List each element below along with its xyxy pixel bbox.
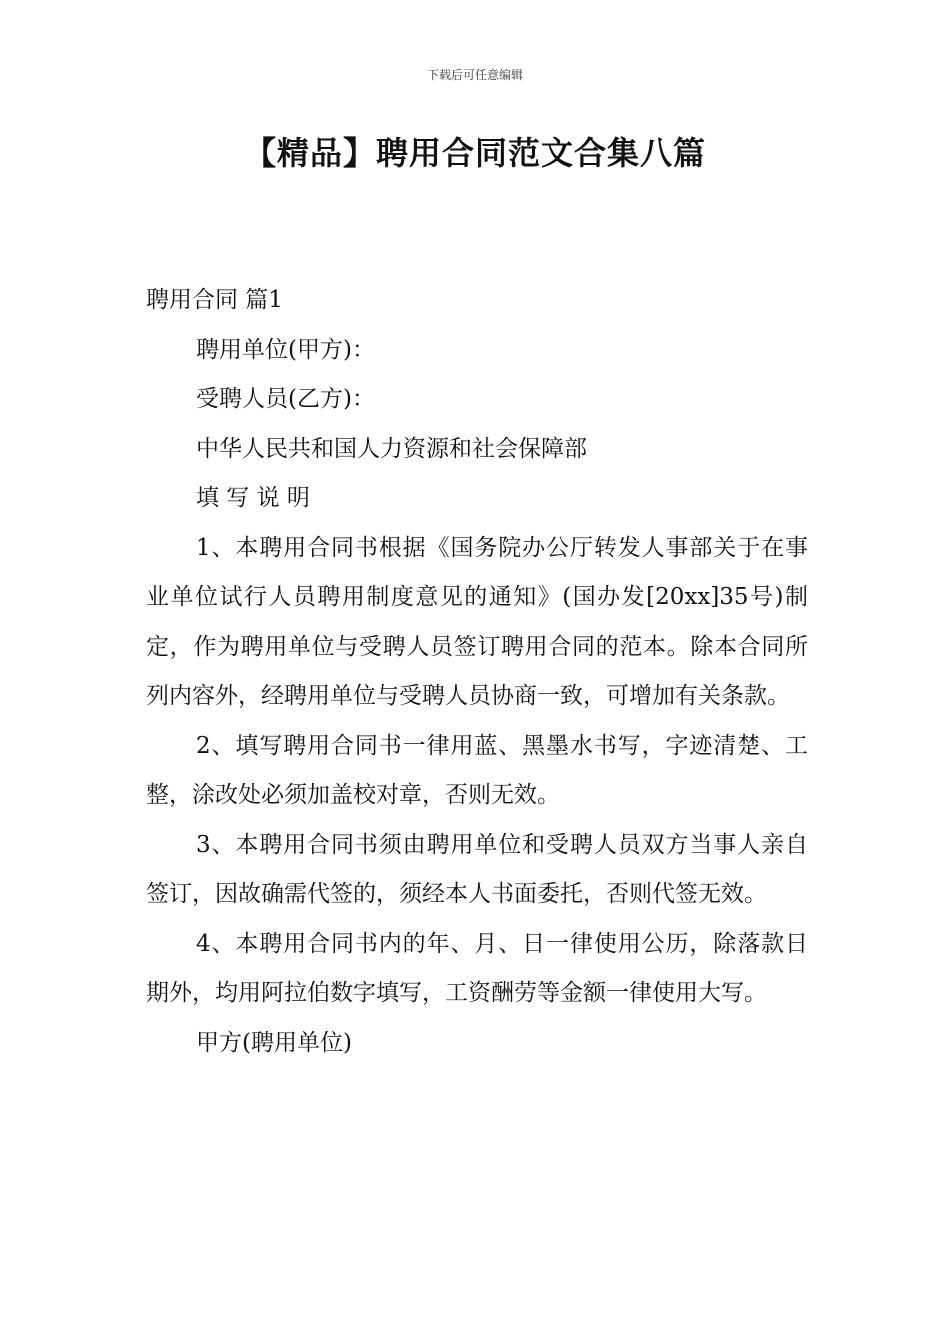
instruction-item-2: 2、填写聘用合同书一律用蓝、黑墨水书写，字迹清楚、工整，涂改处必须加盖校对章，否则无效。 (146, 732, 808, 808)
instructions-heading: 填 写 说 明 (196, 485, 310, 511)
issuer-line: 中华人民共和国人力资源和社会保障部 (196, 435, 587, 462)
header-note: 下载后可任意编辑 (426, 68, 523, 82)
document-body (146, 276, 808, 1068)
instruction-item-4: 4、本聘用合同书内的年、月、日一律使用公历，除落款日期外，均用阿拉伯数字填写，工资酬劳等金额一律使用大写。 (146, 930, 808, 1006)
document-title: 【精品】聘用合同范文合集八篇 (243, 134, 706, 172)
employee-field-label: 受聘人员(乙方)： (196, 386, 375, 412)
instruction-item-1: 1、本聘用合同书根据《国务院办公厅转发人事部关于在事业单位试行人员聘用制度意见的通知》(国办发[20xx]35号)制定，作为聘用单位与受聘人员签订聘用合同的范本。除本合同所列内容外，经聘用单位与受聘人员协商一致，可增加有关条款。 (146, 534, 808, 709)
section-heading: 聘用合同 篇1 (146, 287, 283, 313)
instruction-item-3: 3、本聘用合同书须由聘用单位和受聘人员双方当事人亲自签订，因故确需代签的，须经本人书面委托，否则代签无效。 (146, 831, 808, 907)
party-a-label: 甲方(聘用单位) (196, 1029, 352, 1056)
employer-field-label: 聘用单位(甲方)： (196, 336, 375, 363)
